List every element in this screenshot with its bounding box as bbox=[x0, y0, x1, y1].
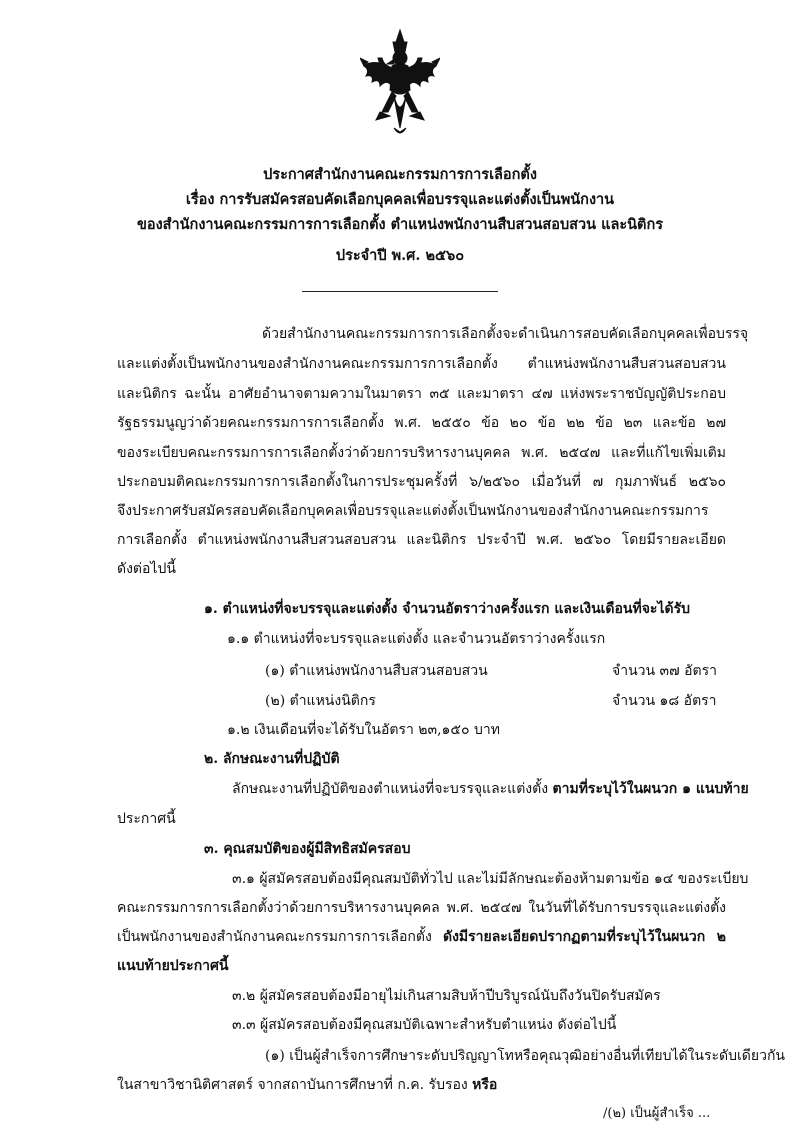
section2-text-bold: ตามที่ระบุไว้ในผนวก ๑ แนบท้าย bbox=[552, 781, 749, 797]
section2-text bbox=[232, 778, 749, 800]
intro-line: ประกอบมติคณะกรรมการการเลือกตั้งในการประชุมครั้งที่ ๖/๒๕๖๐ เมื่อวันที่ ๗ กุมภาพันธ์ ๒๕๖๐ bbox=[117, 474, 726, 490]
section1-sub1: ๑.๑ ตำแหน่งที่จะบรรจุและแต่งตั้ง และจำนวนอัตราว่างครั้งแรก bbox=[227, 631, 606, 647]
announcement-title: ประกาศสำนักงานคณะกรรมการการเลือกตั้ง bbox=[263, 166, 537, 183]
announcement-subject: เรื่อง การรับสมัครสอบคัดเลือกบุคคลเพื่อบรรจุและแต่งตั้งเป็นพนักงาน bbox=[185, 191, 615, 208]
section3-p3-item1-normal: ในสาขาวิชานิติศาสตร์ จากสถาบันการศึกษาที่ ก.ค. รับรอง bbox=[117, 1077, 468, 1093]
section3-p3: ๓.๓ ผู้สมัครสอบต้องมีคุณสมบัติเฉพาะสำหรับตำแหน่ง ดังต่อไปนี้ bbox=[232, 1017, 617, 1033]
garuda-emblem-icon bbox=[360, 28, 440, 138]
intro-line: ของระเบียบคณะกรรมการการเลือกตั้งว่าด้วยการบริหารงานบุคคล พ.ศ. ๒๕๔๗ และที่แก้ไขเพิ่มเติม bbox=[117, 445, 726, 461]
section3-p2: ๓.๒ ผู้สมัครสอบต้องมีอายุไม่เกินสามสิบห้าปีบริบูรณ์นับถึงวันปิดรับสมัคร bbox=[232, 988, 661, 1004]
intro-line: และแต่งตั้งเป็นพนักงานของสำนักงานคณะกรรมการการเลือกตั้ง ตำแหน่งพนักงานสืบสวนสอบสวน bbox=[117, 356, 726, 372]
section3-heading: ๓. คุณสมบัติของผู้มีสิทธิสมัครสอบ bbox=[204, 841, 411, 857]
intro-line: รัฐธรรมนูญว่าด้วยคณะกรรมการการเลือกตั้ง พ.ศ. ๒๕๕๐ ข้อ ๒๐ ข้อ ๒๒ ข้อ ๒๓ และข้อ ๒๗ bbox=[117, 415, 726, 431]
position-count: จำนวน ๑๘ อัตรา bbox=[612, 693, 717, 709]
position-name: (๑) ตำแหน่งพนักงานสืบสวนสอบสวน bbox=[265, 663, 488, 679]
section1-heading: ๑. ตำแหน่งที่จะบรรจุและแต่งตั้ง จำนวนอัตราว่างครั้งแรก และเงินเดือนที่จะได้รับ bbox=[204, 601, 690, 617]
section3-p3-item1-bold: หรือ bbox=[472, 1077, 498, 1093]
intro-line: จึงประกาศรับสมัครสอบคัดเลือกบุคคลเพื่อบรรจุและแต่งตั้งเป็นพนักงานของสำนักงานคณะกรรมการ bbox=[117, 503, 709, 519]
intro-line: ดังต่อไปนี้ bbox=[117, 561, 176, 577]
section2-text-tail: ประกาศนี้ bbox=[117, 811, 176, 827]
position-name: (๒) ตำแหน่งนิติกร bbox=[265, 693, 376, 709]
section2-heading: ๒. ลักษณะงานที่ปฏิบัติ bbox=[204, 751, 340, 767]
section1-sub2: ๑.๒ เงินเดือนที่จะได้รับในอัตรา ๒๓,๑๕๐ บาท bbox=[227, 722, 500, 738]
section3-p3-item1: (๑) เป็นผู้สำเร็จการศึกษาระดับปริญญาโทหรือคุณวุฒิอย่างอื่นที่เทียบได้ในระดับเดียวกัน bbox=[265, 1048, 786, 1064]
section3-p1-line: ๓.๑ ผู้สมัครสอบต้องมีคุณสมบัติทั่วไป และไม่มีลักษณะต้องห้ามตามข้อ ๑๔ ของระเบียบ bbox=[232, 871, 749, 887]
section2-text-normal: ลักษณะงานที่ปฏิบัติของตำแหน่งที่จะบรรจุและแต่งตั้ง bbox=[232, 781, 549, 797]
announcement-year: ประจำปี พ.ศ. ๒๕๖๐ bbox=[335, 247, 465, 264]
position-count: จำนวน ๓๗ อัตรา bbox=[612, 663, 717, 679]
intro-line: ด้วยสำนักงานคณะกรรมการการเลือกตั้งจะดำเนินการสอบคัดเลือกบุคคลเพื่อบรรจุ bbox=[262, 326, 749, 342]
intro-line: การเลือกตั้ง ตำแหน่งพนักงานสืบสวนสอบสวน และนิติกร ประจำปี พ.ศ. ๒๕๖๐ โดยมีรายละเอียด bbox=[117, 532, 726, 548]
section3-p1-tail: แนบท้ายประกาศนี้ bbox=[117, 958, 229, 974]
intro-line: และนิติกร ฉะนั้น อาศัยอำนาจตามความในมาตรา ๓๕ และมาตรา ๔๗ แห่งพระราชบัญญัติประกอบ bbox=[117, 386, 726, 402]
header-divider bbox=[302, 291, 498, 292]
section3-p1-line: คณะกรรมการการเลือกตั้งว่าด้วยการบริหารงานบุคคล พ.ศ. ๒๕๔๗ ในวันที่ได้รับการบรรจุและแต่งตั้ง bbox=[117, 900, 726, 916]
section3-p1-line bbox=[117, 926, 726, 948]
section3-p1-bold: ดังมีรายละเอียดปรากฏตามที่ระบุไว้ในผนวก ๒ bbox=[442, 929, 726, 945]
announcement-subject-line2: ของสำนักงานคณะกรรมการการเลือกตั้ง ตำแหน่งพนักงานสืบสวนสอบสวน และนิติกร bbox=[136, 216, 664, 233]
page-continuation: /(๒) เป็นผู้สำเร็จ ... bbox=[603, 1106, 711, 1121]
section3-p1-normal: เป็นพนักงานของสำนักงานคณะกรรมการการเลือกตั้ง bbox=[117, 929, 432, 945]
section3-p3-item1-line2 bbox=[117, 1074, 497, 1096]
